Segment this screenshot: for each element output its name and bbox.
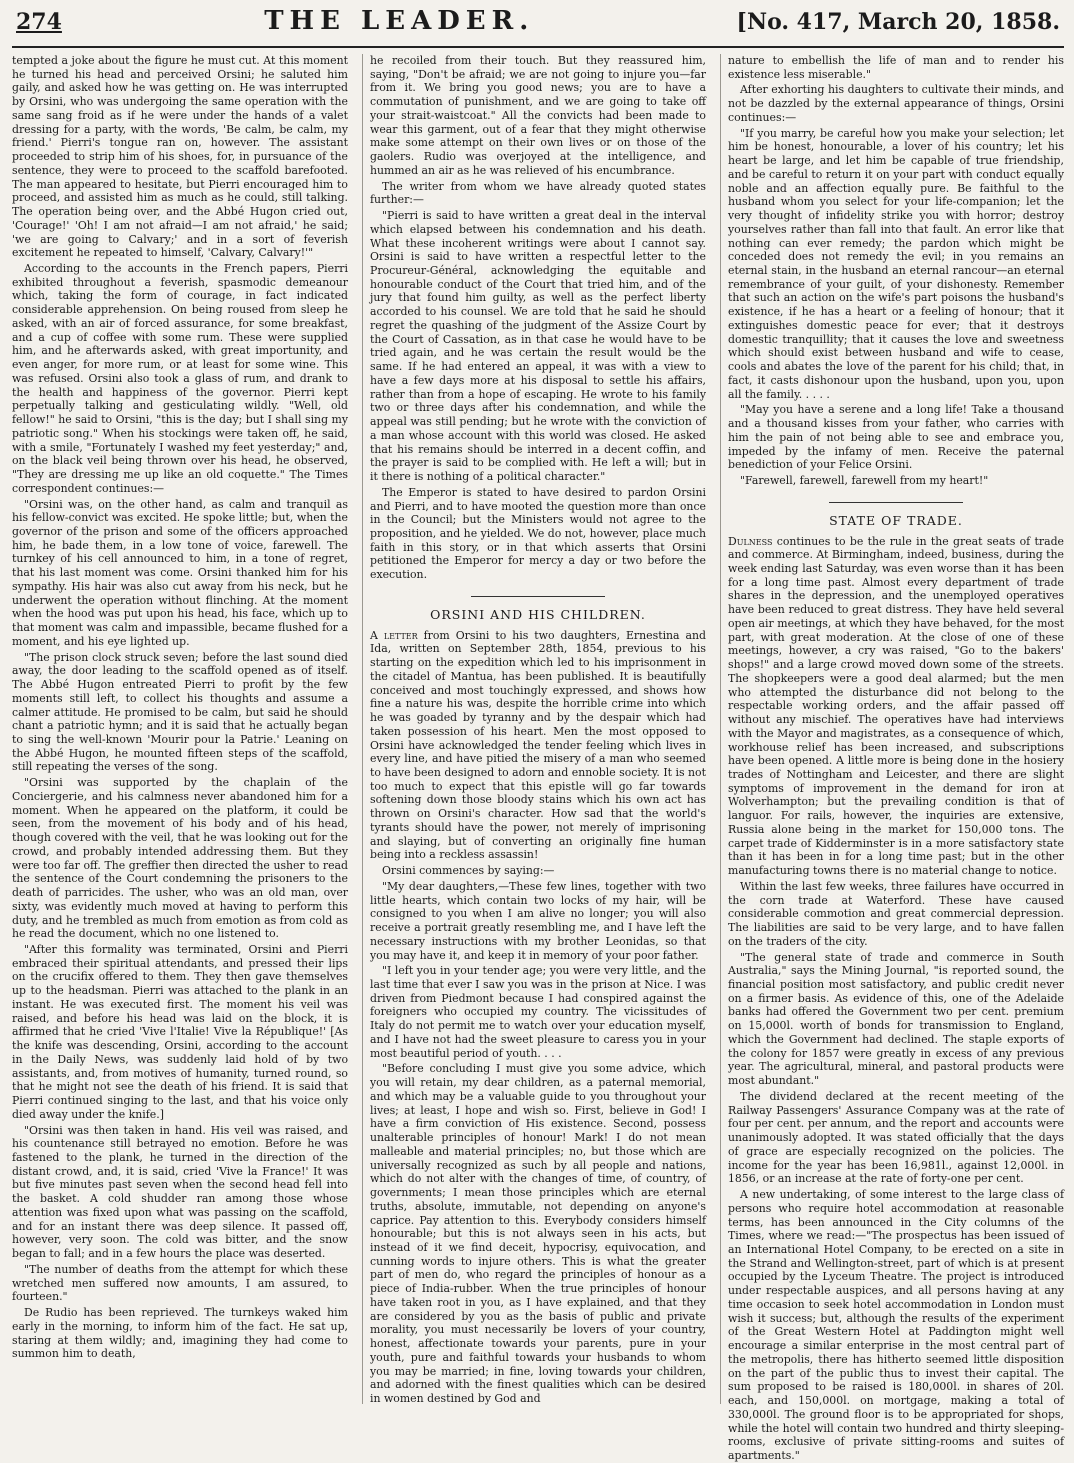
- section-lead-paragraph: [370, 629, 706, 862]
- paragraph: "Before concluding I must give you some advice, which you will retain, my dear children, as a paternal memorial, and which may be a valuable guide to you throughout your lives; at least, I hope and wish so. First, believe in God! I have a firm conviction of His existence. Second, possess unalterable principles of honour! Mark! I do not mean malleable and material principles; no, but those which are universally recognized as such by all people and nations, which do not alter with the changes of time, of country, of governments; I mean those principles which are eternal truths, absolute, immutable, not depending on anyone's caprice. Pay attention to this. Everybody considers himself honourable; but this is not always seen in his acts, but instead of it we find deceit, hypocrisy, equivocation, and cunning words to injure others. This is what the greater part of men do, who regard the principles of honour as a piece of India-rubber. When the true principles of honour have taken root in you, as I have explained, and that they are considered by you as the basis of public and private morality, you must necessarily be lovers of your country, honest, affectionate towards your parents, pure in your youth, pure and faithful towards your husbands to whom you may be married; in fine, loving towards your children, and adorned with the finest qualities which can be desired in women destined by God and: [370, 1062, 706, 1406]
- paper-title: THE LEADER.: [264, 6, 535, 36]
- lead-text: continues to be the rule in the great seats of trade and commerce. At Birmingham, indeed, business, during the week ending last Saturday, was even worse than it has been for a long time past. Almost every department of trade shares in the depression, and the unemployed operatives have been reduced to great distress. They have held several open air meetings, at which they have behaved, for the most part, with great moderation. At the close of one of these meetings, however, a cry was raised, "Go to the bakers' shops!" and a large crowd moved down some of the streets. The shopkeepers were a good deal alarmed; but the men who attempted the disturbance did not belong to the respectable working orders, and the affair passed off without any mischief. The operatives have had interviews with the Mayor and magistrates, as a consequence of which, workhouse relief has been increased, and subscriptions have been opened. A little more is being done in the hosiery trades of Nottingham and Leicester, and there are slight symptoms of improvement in the demand for iron at Wolverhampton; but the prevailing condition is that of languor. For rails, however, the inquiries are extensive, Russia alone being in the market for 150,000 tons. The carpet trade of Kidderminster is in a more satisfactory state than it has been in for a long time past; but in the other manufacturing towns there is no material change to notice.: [728, 534, 1064, 878]
- paragraph: "I left you in your tender age; you were very little, and the last time that ever I saw you was in the prison at Nice. I was driven from Piedmont because I had conspired against the foreigners who occupied my country. The vicissitudes of Italy do not permit me to watch over your education myself, and I have not had the sweet pleasure to caress you in your most beautiful period of youth. . . .: [370, 964, 706, 1060]
- page-number: 274: [16, 9, 62, 35]
- paragraph: "The prison clock struck seven; before the last sound died away, the door leading to the scaffold opened as of itself. The Abbé Hugon entreated Pierri to profit by the few moments still left, to collect his thoughts and assume a calmer attitude. He promised to be calm, but said he should chant a patriotic hymn; and it is said that he actually began to sing the well-known 'Mourir pour la Patrie.' Leaning on the Abbé Hugon, he mounted fifteen steps of the scaffold, still repeating the verses of the song.: [12, 650, 348, 774]
- paragraph: "The general state of trade and commerce in South Australia," says the Mining Journal, "is reported sound, the financial position most satisfactory, and public credit never on a firmer basis. As evidence of this, one of the Adelaide banks had offered the Government two per cent. premium on 15,000l. worth of bonds for transmission to England, which the Government had declined. The staple exports of the colony for 1857 were greatly in excess of any previous year. The agricultural, mineral, and pastoral products were most abundant.": [728, 950, 1064, 1088]
- column-3: [720, 54, 1064, 1462]
- paragraph: The writer from whom we have already quoted states further:—: [370, 179, 706, 207]
- column-1: [12, 54, 348, 1404]
- paragraph: Orsini commences by saying:—: [382, 864, 555, 878]
- section-lead-paragraph: [728, 535, 1064, 878]
- paragraph: De Rudio has been reprieved. The turnkeys waked him early in the morning, to inform him of the fact. He sat up, staring at them wildly; and, imagining they had come to summon him to death,: [12, 1306, 348, 1361]
- article-columns: [12, 48, 1064, 1462]
- page-header: [12, 6, 1064, 48]
- paragraph: nature to embellish the life of man and to render his existence less miserable.": [728, 54, 1064, 81]
- section-divider: [829, 502, 963, 503]
- paragraph: "May you have a serene and a long life! Take a thousand and a thousand kisses from your father, who carries with him the pain of not being able to see and embrace you, impeded by the infamy of men. Receive the paternal benediction of your Felice Orsini.: [728, 403, 1064, 472]
- lead-text: from Orsini to his two daughters, Ernestina and Ida, written on September 28th, 1854, previous to his starting on the expedition which led to his imprisonment in the citadel of Mantua, has been published. It is beautifully conceived and most touchingly expressed, and shows how fine a nature his was, despite the horrible crime into which he was goaded by tyranny and by the despair which had taken possession of his heart. Men the most opposed to Orsini have acknowledged the tender feeling which lives in every line, and have pitied the misery of a man who seemed to have been designed to adorn and ennoble society. It is not too much to expect that this epistle will go far towards softening down those bloody stains which his own act has thrown on Orsini's character. How sad that the world's tyrants should have the power, not merely of imprisoning and slaying, but of converting an originally fine human being into a reckless assassin!: [370, 628, 706, 862]
- paragraph: After exhorting his daughters to cultivate their minds, and not be dazzled by the external appearance of things, Orsini continues:—: [728, 83, 1064, 124]
- paragraph: The dividend declared at the recent meeting of the Railway Passengers' Assurance Company was at the rate of four per cent. per annum, and the report and accounts were unanimously adopted. It was stated officially that the days of grace are especially recognized on the policies. The income for the year has been 16,981l., against 12,000l. in 1856, or an increase at the rate of forty-one per cent.: [728, 1089, 1064, 1186]
- paragraph: tempted a joke about the figure he must cut. At this moment he turned his head and perceived Orsini; he saluted him gaily, and asked how he was getting on. He was interrupted by Orsini, who was undergoing the same operation with the same sang froid as if he were under the hands of a valet dressing for a party, with the words, 'Be calm, be calm, my friend.' Pierri's tongue ran on, however. The assistant proceeded to strip him of his shoes, for, in pursuance of the sentence, they were to proceed to the scaffold barefooted. The man appeared to hesitate, but Pierri encouraged him to proceed, and assisted him as much as he could, still talking. The operation being over, and the Abbé Hugon cried out, 'Courage!' 'Oh! I am not afraid—I am not afraid,' he said; 'we are going to Calvary;' and in a sort of feverish excitement he repeated to himself, 'Calvary, Calvary!'": [12, 54, 348, 260]
- paragraph: "The number of deaths from the attempt for which these wretched men suffered now amounts, I am assured, to fourteen.": [12, 1262, 348, 1304]
- paragraph: "My dear daughters,—These few lines, together with two little hearts, which contain two locks of my hair, will be consigned to you when I am alive no longer; you will also receive a portrait greatly resembling me, and I have left the necessary instructions with my brother Leonidas, so that you may have it, and keep it in memory of your poor father.: [370, 879, 706, 962]
- paragraph: "Orsini was, on the other hand, as calm and tranquil as his fellow-convict was excited. He spoke little; but, when the governor of the prison and some of the officers approached him, he bade them, in a low tone of voice, farewell. The turnkey of his cell announced to him, in a tone of regret, that his last moment was come. Orsini thanked him for his sympathy. His hair was also cut away from his neck, but he underwent the operation without flinching. At the moment when the hood was put upon his head, his face, which up to that moment was calm and impassible, became flushed for a moment, and his eye lighted up.: [12, 497, 348, 648]
- paragraph: "After this formality was terminated, Orsini and Pierri embraced their spiritual attendants, and pressed their lips on the crucifix offered to them. They then gave themselves up to the headsman. Pierri was attached to the plank in an instant. He was executed first. The moment his veil was raised, and before his head was laid on the block, it is affirmed that he cried 'Vive l'Italie! Vive la République!' [As the knife was descending, Orsini, according to the account in the Daily News, was suddenly laid hold of by two assistants, and, from motives of humanity, turned round, so that he might not see the death of his friend. It is said that Pierri continued singing to the last, and that his voice only died away under the knife.]: [12, 943, 348, 1121]
- section-divider: [471, 596, 605, 597]
- lead-words: Dulness: [728, 534, 773, 548]
- paragraph: The Emperor is stated to have desired to pardon Orsini and Pierri, and to have mooted the question more than once in the Council; but the Ministers would not agree to the proposition, and he yielded. We do not, however, place much faith in this story, or in that which asserts that Orsini petitioned the Emperor for mercy a day or two before the execution.: [370, 485, 706, 582]
- section-heading-state-of-trade: STATE OF TRADE.: [829, 512, 963, 528]
- paragraph: "Pierri is said to have written a great deal in the interval which elapsed between his condemnation and his death. What these incoherent writings were about I cannot say. Orsini is said to have written a respectful letter to the Procureur-Général, acknowledging the equitable and honourable conduct of the Court that tried him, and of the jury that found him guilty, as well as the perfect liberty accorded to his counsel. We are told that he said he should regret the quashing of the judgment of the Assize Court by the Court of Cassation, as in that case he would have to be tried again, and he was certain the result would be the same. If he had entered an appeal, it was with a view to have a few days more at his disposal to settle his affairs, rather than from a hope of escaping. He wrote to his family two or three days after his condemnation, and while the appeal was still pending; but he wrote with the conviction of a man whose account with this world was closed. He asked that his remains should be interred in a decent coffin, and the prayer is said to be complied with. He left a will; but in it there is nothing of a political character.": [370, 209, 706, 484]
- paragraph: According to the accounts in the French papers, Pierri exhibited throughout a feverish, spasmodic demeanour which, taking the form of courage, in fact indicated considerable apprehension. On being roused from sleep he asked, with an air of forced assurance, for some breakfast, and a cup of coffee with some rum. These were supplied him, and he afterwards asked, with great importunity, and even anger, for more rum, or at least for some wine. This was refused. Orsini also took a glass of rum, and drank to the health and happiness of the governor. Pierri kept perpetually talking and gesticulating wildly. "Well, old fellow!" he said to Orsini, "this is the day; but I shall sing my patriotic song." When his stockings were taken off, he said, with a smile, "Fortunately I washed my feet yesterday;" and, on the black veil being thrown over his head, he observed, "They are dressing me up like an old coquette." The Times correspondent continues:—: [12, 262, 348, 495]
- paragraph: "If you marry, be careful how you make your selection; let him be honest, honourable, a lover of his country; let his heart be large, and let him be capable of true friendship, and be careful to return it on your part with conduct equally noble and an affection equally pure. Be faithful to the husband whom you select for your life-companion; let the very thought of infidelity strike you with horror; destroy yourselves rather than fall into that fault. An error like that nothing can ever remedy; the pardon which might be conceded does not remedy the evil; in you remains an eternal stain, in the husband an eternal rancour—an eternal remembrance of your guilt, of your dishonesty. Remember that such an action on the wife's part poisons the husband's existence, if he has a heart or a feeling of honour; that it extinguishes domestic peace for ever; that it destroys domestic tranquillity; that it causes the love and sweetness which should exist between husband and wife to cease, cools and abates the love of the parent for his child; that, in fact, it casts dishonour upon the husband, upon you, upon all the family. . . . .: [728, 126, 1064, 401]
- lead-words: A letter: [370, 628, 418, 642]
- paragraph: Within the last few weeks, three failures have occurred in the corn trade at Waterford. These have caused considerable commotion and great commercial depression. The liabilities are said to be very large, and to have fallen on the traders of the city.: [728, 879, 1064, 948]
- paragraph: he recoiled from their touch. But they reassured him, saying, "Don't be afraid; we are not going to injure you—far from it. We bring you good news; you are to have a commutation of punishment, and we are going to take off your strait-waistcoat." All the convicts had been made to wear this garment, out of a fear that they might otherwise make some attempt on their own lives or on those of the gaolers. Rudio was overjoyed at the intelligence, and hummed an air as he was relieved of his encumbrance.: [370, 54, 706, 177]
- paragraph: A new undertaking, of some interest to the large class of persons who require hotel accommodation at reasonable terms, has been announced in the City columns of the Times, where we read:—"The prospectus has been issued of an International Hotel Company, to be erected on a site in the Strand and Wellington-street, part of which is at present occupied by the Lyceum Theatre. The project is introduced under respectable auspices, and all persons having at any time occasion to seek hotel accommodation in London must wish it success; but, although the results of the experiment of the Great Western Hotel at Paddington might well encourage a similar enterprise in the most central part of the metropolis, there has hitherto seemed little disposition on the part of the public thus to invest their capital. The sum proposed to be raised is 180,000l. in shares of 20l. each, and 150,000l. on mortgage, making a total of 330,000l. The ground floor is to be appropriated for shops, while the hotel will contain two hundred and thirty sleeping-rooms, exclusive of private sitting-rooms and suites of apartments.": [728, 1188, 1064, 1462]
- paragraph: "Orsini was supported by the chaplain of the Conciergerie, and his calmness never abandoned him for a moment. When he appeared on the platform, it could be seen, from the movement of his body and of his head, though covered with the veil, that he was looking out for the crowd, and probably intended addressing them. But they were too far off. The greffier then directed the usher to read the sentence of the Court condemning the prisoners to the death of parricides. The usher, who was an old man, over sixty, was evidently much moved at having to perform this duty, and he trembled as much from emotion as from cold as he read the document, which no one listened to.: [12, 776, 348, 941]
- paragraph: "Farewell, farewell, farewell from my heart!": [740, 474, 989, 488]
- paragraph: "Orsini was then taken in hand. His veil was raised, and his countenance still betrayed no emotion. Before he was fastened to the plank, he turned in the direction of the distant crowd, and, it is said, cried 'Vive la France!' It was but five minutes past seven when the second head fell into the basket. A cold shudder ran among those whose attention was fixed upon what was passing on the scaffold, and for an instant there was deep silence. It passed off, however, very soon. The cold was bitter, and the snow began to fall; and in a few hours the place was deserted.: [12, 1123, 348, 1261]
- column-2: [362, 54, 706, 1404]
- issue-info: [No. 417, March 20, 1858.: [736, 9, 1060, 35]
- section-heading-orsini-children: ORSINI AND HIS CHILDREN.: [430, 606, 646, 622]
